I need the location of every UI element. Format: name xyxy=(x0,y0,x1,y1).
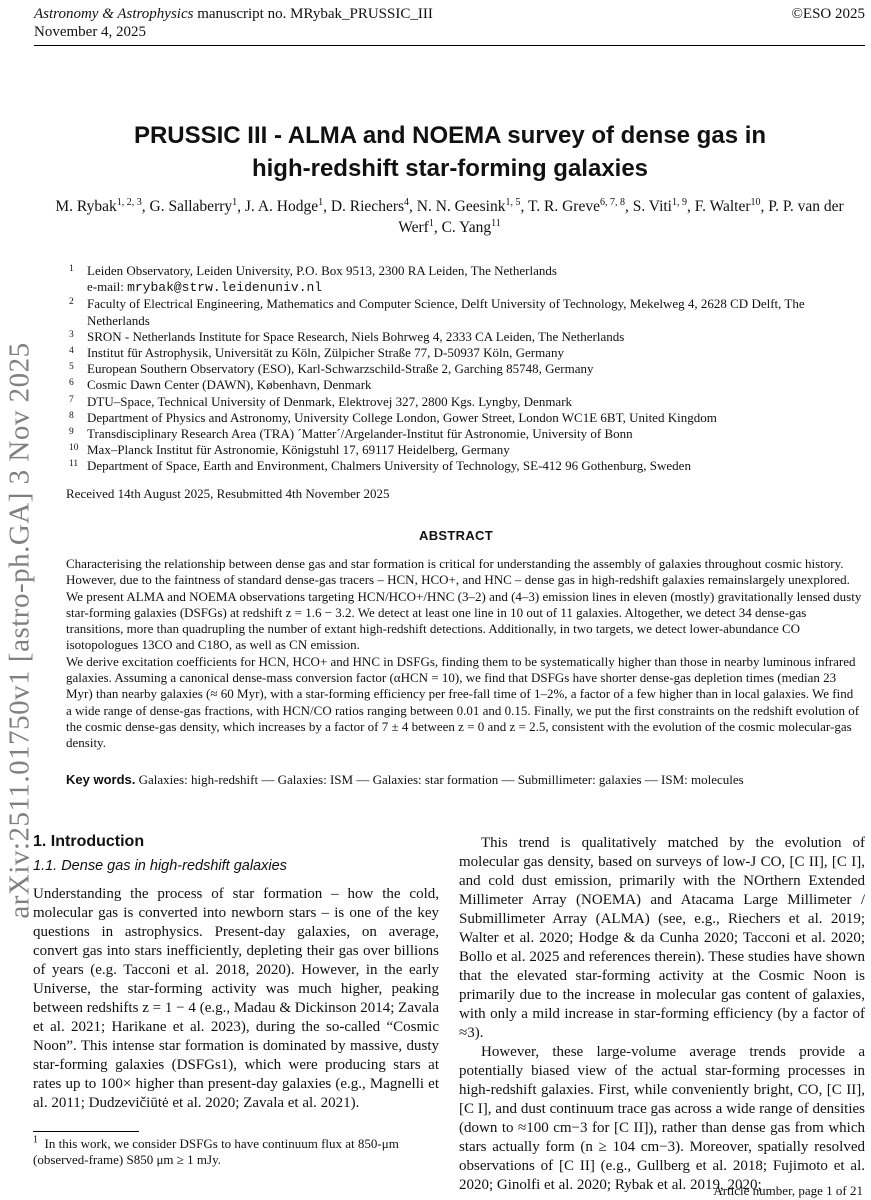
journal-name: Astronomy & Astrophysics xyxy=(34,6,194,22)
author-list: M. Rybak$^{1, 2, 3}$, G. Sallaberry$^1$, J. A. Hodge$^1$, D. Riechers$^4$, N. N. Geesink$^{1, 5}$, T. R. Greve$^{6, 7, 8}$, S. Viti$^{1, 9}$, F. Walter$^{10}$, P. P. van der Werf$^1$, C. Yang$^{11}$ xyxy=(55,196,844,236)
author: F. Walter$^{10}$ xyxy=(694,196,761,215)
manuscript-number: manuscript no. MRybak_PRUSSIC_III xyxy=(193,6,433,22)
footnote-text: In this work, we consider DSFGs to have continuum flux at 850-μm (observed-frame) S850 μm ≥ 1 mJy. xyxy=(33,1136,399,1167)
copyright: ©ESO 2025 xyxy=(791,6,865,22)
affiliation: 8 Department of Physics and Astronomy, University College London, Gower Street, London WC1E 6BT, United Kingdom xyxy=(69,409,717,425)
section-title: 1. Introduction xyxy=(33,833,145,850)
keywords xyxy=(66,772,862,788)
author: J. A. Hodge$^1$ xyxy=(244,196,324,215)
subsection-title: 1.1. Dense gas in high-redshift galaxies xyxy=(33,858,287,874)
body-paragraph: However, these large-volume average trends provide a potentially biased view of the actual star-forming processes in high-redshift galaxies. First, while conveniently bright, CO, [C II], [C I], and dust continuum trace gas across a wide range of densities (down to ≈100 cm−3 for [C II]), rather than dense gas from which stars actually form (n ≥ 104 cm−3). Moreover, spatially resolved observations of [C II] (e.g., Gullberg et al. 2018; Fujimoto et al. 2020; Ginolfi et al. 2020; Rybak et al. 2019, 2020; xyxy=(459,1044,865,1193)
footnote-number: 1 xyxy=(33,1134,38,1146)
author: N. N. Geesink$^{1, 5}$ xyxy=(416,196,521,215)
received-date: Received 14th August 2025, Resubmitted 4th November 2025 xyxy=(66,486,390,501)
author: G. Sallaberry$^1$ xyxy=(149,196,238,215)
affiliations xyxy=(67,263,847,475)
author: T. R. Greve$^{6, 7, 8}$ xyxy=(527,196,625,215)
author: S. Viti$^{1, 9}$ xyxy=(632,196,687,215)
abstract-paragraph: We derive excitation coefficients for HCN, HCO+ and HNC in DSFGs, finding them to be systematically higher than those in nearby luminous infrared galaxies. Assuming a canonical dense-mass conversion factor (αHCN = 10), we find that DSFGs have shorter dense-gas depletion times (median 23 Myr) than nearby galaxies (≈ 60 Myr), with a star-forming efficiency per free-fall time of 1–2%, a factor of a few higher than in local galaxies. We find a wide range of dense-gas fractions, with HCN/CO ratios ranging between 0.01 and 0.15. Finally, we put the first constraints on the redshift evolution of the cosmic dense-gas density, which increases by a factor of 7 ± 4 between z = 0 and z = 2.5, consistent with the evolution of the cosmic molecular-gas density. xyxy=(66,653,860,751)
affiliation: 9 Transdisciplinary Research Area (TRA) ´Matter´/Argelander-Institut für Astronomie, University of Bonn xyxy=(69,426,633,442)
affiliation: 4 Institut für Astrophysik, Universität zu Köln, Zülpicher Straße 77, D-50937 Köln, Germany xyxy=(69,345,564,361)
title-line-1: PRUSSIC III - ALMA and NOEMA survey of dense gas in xyxy=(133,122,767,149)
author: C. Yang$^{11}$ xyxy=(441,217,501,236)
header-date: November 4, 2025 xyxy=(34,24,147,40)
abstract-paragraph: Characterising the relationship between dense gas and star formation is critical for understanding the assembly of galaxies throughout cosmic history. However, due to the faintness of standard dense-gas tracers – HCN, HCO+, and HNC – dense gas in high-redshift galaxies remainslargely unexplored. xyxy=(66,556,850,588)
affiliation: 2 Faculty of Electrical Engineering, Mathematics and Computer Science, Delft University of Technology, Mekelweg 4, 2628 CD Delft, The Netherlands xyxy=(69,296,805,328)
right-column xyxy=(459,834,865,1195)
author: M. Rybak$^{1, 2, 3}$ xyxy=(55,196,142,215)
footnote xyxy=(33,1136,439,1168)
keywords-label: Key words. xyxy=(66,772,136,787)
affiliation: 1 Leiden Observatory, Leiden University, P.O. Box 9513, 2300 RA Leiden, The Netherlands e-mail: mrybak@strw.leidenuniv.nl xyxy=(69,263,557,296)
body-paragraph: Understanding the process of star formation – how the cold, molecular gas is converted into newborn stars – is one of the key questions in astrophysics. Present-day galaxies, on average, convert gas into stars inefficiently, depleting their gas over billions of years (e.g. Tacconi et al. 2018, 2020). However, in the early Universe, the star-forming activity was much higher, peaking between redshifts z = 1 − 4 (e.g., Madau & Dickinson 2014; Zavala et al. 2021; Harikane et al. 2023), during the so-called “Cosmic Noon”. This intense star formation is dominated by massive, dusty star-forming galaxies (DSFGs1), which were producing stars at rates up to 100× higher than present-day galaxies (e.g., Magnelli et al. 2011; Dudzevičiūtė et al. 2020; Zavala et al. 2021). xyxy=(33,886,439,1111)
page-number: Article number, page 1 of 21 xyxy=(713,1183,863,1198)
left-column xyxy=(33,832,439,1113)
abstract-body xyxy=(66,556,862,752)
author: P. P. van der Werf$^1$ xyxy=(398,198,844,236)
affiliation: 3 SRON - Netherlands Institute for Space Research, Niels Bohrweg 4, 2333 CA Leiden, The Netherlands xyxy=(69,328,625,344)
affiliation: 7 DTU–Space, Technical University of Denmark, Elektrovej 327, 2800 Kgs. Lyngby, Denmark xyxy=(69,393,573,409)
header-divider xyxy=(34,45,865,46)
title-line-2: high-redshift star-forming galaxies xyxy=(251,155,649,182)
author: D. Riechers$^4$ xyxy=(330,196,410,215)
affiliation: 6 Cosmic Dawn Center (DAWN), København, Denmark xyxy=(69,377,372,393)
paper-title xyxy=(60,119,840,185)
affiliation: 10 Max–Planck Institut für Astronomie, Königstuhl 17, 69117 Heidelberg, Germany xyxy=(69,442,510,458)
body-paragraph: This trend is qualitatively matched by the evolution of molecular gas density, based on surveys of low-J CO, [C II], [C I], and cold dust emission, primarily with the NOrthern Extended Millimeter Array (NOEMA) and Atacama Large Millimeter / Submillimeter Array (ALMA) (see, e.g., Riechers et al. 2019; Walter et al. 2020; Hodge & da Cunha 2020; Tacconi et al. 2020; Bollo et al. 2025 and references therein). These studies have shown that the elevated star-forming activity at the Cosmic Noon is primarily due to the increase in molecular gas content of galaxies, with only a mild increase in star-forming efficiency (by a factor of ≈3). xyxy=(459,835,865,1041)
abstract-heading: ABSTRACT xyxy=(419,528,493,543)
abstract-paragraph: We present ALMA and NOEMA observations targeting HCN/HCO+/HNC (3–2) and (4–3) emission lines in eleven (mostly) gravitationally lensed dusty star-forming galaxies (DSFGs) at redshift z = 1.6 − 3.2. We detect at least one line in 10 out of 11 galaxies. Altogether, we detect 34 dense-gas transitions, more than quadrupling the number of extant high-redshift detections. Additionally, in two targets, we detect lower-abundance CO isotopologues 13CO and C18O, as well as CN emission. xyxy=(66,588,862,653)
author-email[interactable]: mrybak@strw.leidenuniv.nl xyxy=(127,280,323,296)
arxiv-identifier: arXiv:2511.01750v1 [astro-ph.GA] 3 Nov 2025 xyxy=(3,341,36,919)
keywords-text: Galaxies: high-redshift — Galaxies: ISM — Galaxies: star formation — Submillimeter: galaxies — ISM: molecules xyxy=(138,772,744,787)
affiliation: 11 Department of Space, Earth and Environment, Chalmers University of Technology, SE-412 96 Gothenburg, Sweden xyxy=(69,458,691,474)
footnote-divider xyxy=(33,1131,139,1132)
affiliation: 5 European Southern Observatory (ESO), Karl-Schwarzschild-Straße 2, Garching 85748, Germany xyxy=(69,361,594,377)
header-left xyxy=(34,5,433,41)
